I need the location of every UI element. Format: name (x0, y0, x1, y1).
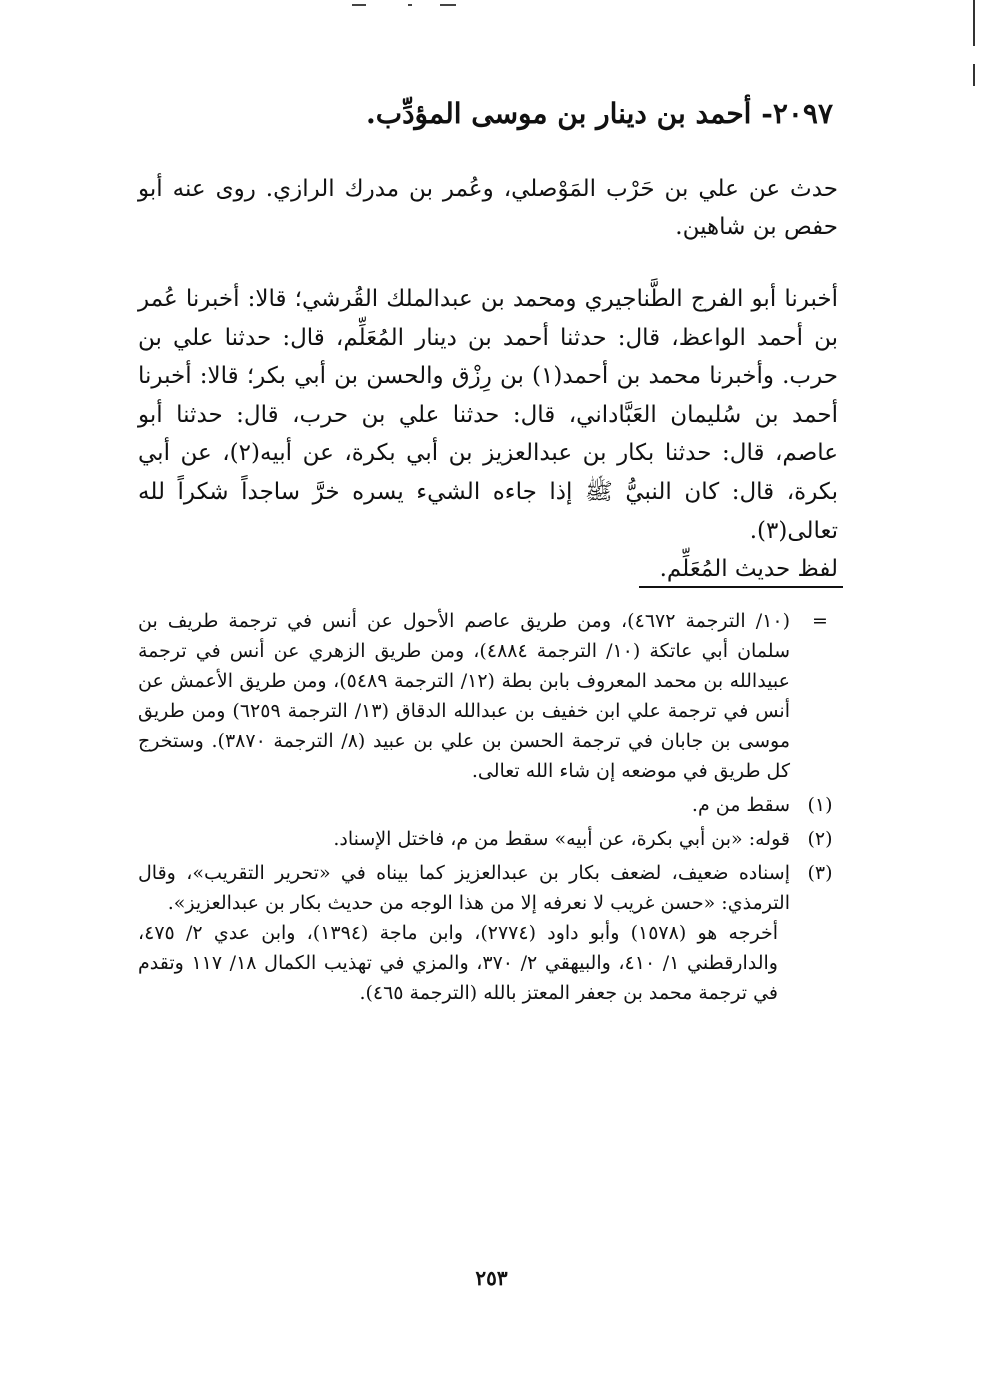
footnote-1 (138, 790, 838, 820)
scan-artifact (352, 4, 366, 6)
footnote-continued (138, 606, 838, 786)
footnote-text: (١٠/ الترجمة ٤٦٧٢)، ومن طريق عاصم الأحول عن أنس في ترجمة طريف بن سلمان أبي عاتكة (١٠/ الترجمة ٤٨٨٤)، ومن طريق الزهري عن أنس في ترجمة عبيدالله بن محمد المعروف بابن بطة (١٢/ الترجمة ٥٤٨٩)، ومن طريق الأعمش عن أنس في ترجمة علي ابن خفيف بن عبدالله الدقاق (١٣/ الترجمة ٦٢٥٩) ومن طريق موسى بن جابان في ترجمة الحسن بن علي بن عبيد (٨/ الترجمة ٣٨٧٠). وستخرج كل طريق في موضعه إن شاء الله تعالى. (138, 610, 791, 782)
biography-text: حدث عن علي بن حَرْب المَوْصلي، وعُمر بن مدرك الرازي. روى عنه أبو حفص بن شاهين. (138, 176, 838, 240)
scan-artifact (408, 4, 412, 6)
footnote-marker: (٢) (807, 828, 833, 850)
footnote-text: إسناده ضعيف، لضعف بكار بن عبدالعزيز كما بيناه في «تحرير التقريب»، وقال الترمذي: «حسن غريب لا نعرفه إلا من هذا الوجه من حديث بكار بن عبدالعزيز». (138, 862, 790, 914)
hadith-isnad-text: أخبرنا أبو الفرج الطَّناجيري ومحمد بن عبدالملك القُرشي؛ قالا: أخبرنا عُمر بن أحمد الواعظ، قال: حدثنا أحمد بن دينار المُعَلِّم، قال: حدثنا علي بن حرب. وأخبرنا محمد بن أحمد(١) بن رِزْق والحسن بن أبي بكر؛ قالا: أخبرنا أحمد بن سُليمان العَبَّاداني، قال: حدثنا علي بن حرب، قال: حدثنا أبو عاصم، قال: حدثنا بكار بن عبدالعزيز بن أبي بكرة، عن أبيه(٢)، عن أبي بكرة، قال: كان النبيُّ ﷺ إذا جاءه الشيء يسره خرَّ ساجداً شكراً لله تعالى(٣). (138, 286, 838, 544)
wording-note: لفظ حديث المُعَلِّم. (659, 556, 838, 583)
scan-artifact (973, 0, 975, 46)
footnote-marker: = (812, 610, 828, 632)
scan-artifact (973, 64, 975, 86)
entry-title: ٢٠٩٧- أحمد بن دينار بن موسى المؤدِّب. (365, 97, 833, 130)
footnote-2 (138, 824, 838, 854)
footnote-text: سقط من م. (691, 794, 790, 816)
biography-paragraph (138, 170, 838, 246)
scan-artifact (440, 4, 456, 6)
footnote-marker: (٣) (807, 862, 833, 884)
hadith-paragraph (138, 280, 838, 589)
footnote-text: قوله: «بن أبي بكرة، عن أبيه» سقط من م، فاختل الإسناد. (333, 828, 790, 850)
footnote-3-continuation: أخرجه هو (١٥٧٨) وأبو داود (٢٧٧٤)، وابن ماجة (١٣٩٤)، وابن عدي ٢/ ٤٧٥، والدارقطني ١/ ٤١٠، والبيهقي ٢/ ٣٧٠، والمزي في تهذيب الكمال ١٨/ ١١٧ وتقدم في ترجمة محمد بن جعفر المعتز بالله (الترجمة ٤٦٥). (138, 922, 778, 1004)
footnotes (138, 606, 838, 1008)
footnote-marker: (١) (807, 794, 833, 816)
footnote-3 (138, 858, 838, 918)
footnote-separator (639, 586, 843, 588)
page-number: ٢٥٣ (475, 1266, 508, 1290)
